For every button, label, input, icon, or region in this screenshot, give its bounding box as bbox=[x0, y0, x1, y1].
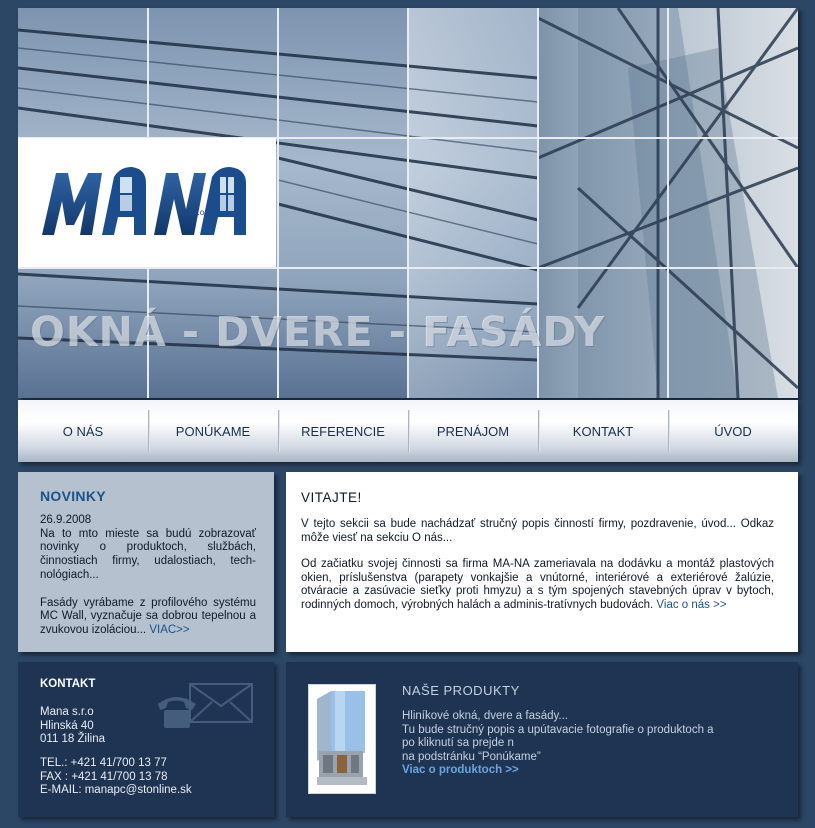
products-line-4: na podstránku “Ponúkame” bbox=[402, 750, 541, 763]
news-item-2 bbox=[40, 597, 256, 638]
news-body bbox=[40, 514, 256, 638]
about-us-link[interactable]: Viac o nás >> bbox=[656, 598, 727, 611]
header-slogan: OKNÁ - DVERE - FASÁDY bbox=[30, 308, 606, 356]
contact-tel: TEL.: +421 41/700 13 77 bbox=[40, 757, 167, 769]
products-body bbox=[402, 710, 772, 778]
window-profile-image bbox=[309, 685, 375, 793]
logo-box[interactable] bbox=[18, 138, 276, 267]
contact-city: 011 18 Žilina bbox=[40, 733, 105, 745]
news-item-2-text: Fasády vyrábame z profilového systému MC Wall, vyznačuje sa dobrou tepelnou a zvukovou izoláciou... bbox=[40, 596, 256, 636]
welcome-paragraph-2 bbox=[301, 558, 774, 612]
products-line-1: Hliníkové okná, dvere a fasády... bbox=[402, 710, 568, 722]
welcome-paragraph-2-text: Od začiatku svojej činnosti sa firma MA-NA zameriavala na dodávku a montáž plastových okien, príslušenstva (parapety vonkajšie a vnútorné, interiérové a exteriérové žalúzie, otváracie a zasúvacie sieťky proti hmyzu) a s tým spojených stavebných úprav v bytoch, rodinných domoch, výrobných halách a adminis-tratívnych budovách. bbox=[301, 558, 774, 611]
contact-fax: FAX : +421 41/700 13 78 bbox=[40, 770, 168, 783]
logo-subtext: s.r.o. bbox=[188, 208, 208, 217]
contact-email[interactable]: E-MAIL: manapc@stonline.sk bbox=[40, 784, 192, 796]
products-more-link[interactable]: Viac o produktoch >> bbox=[402, 764, 519, 776]
nav-item-uvod[interactable]: ÚVOD bbox=[668, 400, 798, 462]
news-item-1: Na to mto mieste sa budú zobrazovať novinky o produktoch, službách, činnostiach firmy, udalostiach, tech-nológiach... bbox=[40, 527, 256, 581]
news-title: NOVINKY bbox=[40, 488, 106, 504]
phone-envelope-icon bbox=[156, 682, 256, 732]
contact-address bbox=[40, 706, 105, 747]
product-thumbnail[interactable] bbox=[308, 684, 376, 794]
contact-title: KONTAKT bbox=[40, 678, 96, 690]
news-date: 26.9.2008 bbox=[40, 514, 92, 526]
products-line-3: po kliknutí sa prejde n bbox=[402, 737, 514, 749]
nav-item-o-nas[interactable]: O NÁS bbox=[62, 423, 104, 439]
welcome-title: VITAJTE! bbox=[301, 490, 362, 505]
contact-phones bbox=[40, 757, 192, 798]
news-more-link[interactable]: VIAC>> bbox=[149, 623, 190, 636]
contact-panel bbox=[18, 662, 274, 817]
main-navigation bbox=[18, 400, 798, 462]
mana-logo bbox=[36, 163, 258, 245]
products-title: NAŠE PRODUKTY bbox=[402, 683, 520, 698]
products-panel bbox=[286, 662, 798, 817]
nav-item-prenajom[interactable]: PRENÁJOM bbox=[408, 400, 538, 462]
header-banner bbox=[18, 8, 798, 398]
nav-item-referencie[interactable]: REFERENCIE bbox=[278, 400, 408, 462]
contact-street: Hlinská 40 bbox=[40, 719, 94, 732]
products-line-2: Tu bude stručný popis a upútavacie fotografie o produktoch a bbox=[402, 723, 714, 736]
welcome-panel bbox=[286, 472, 798, 652]
contact-company: Mana s.r.o bbox=[40, 706, 94, 718]
news-panel bbox=[18, 472, 274, 652]
welcome-body bbox=[301, 518, 774, 612]
nav-item-ponukame[interactable]: PONÚKAME bbox=[148, 400, 278, 462]
welcome-paragraph-1: V tejto sekcii sa bude nachádzať stručný popis činností firmy, pozdravenie, úvod... Odkaz môže viesť na sekciu O nás... bbox=[301, 518, 774, 544]
nav-item-kontakt[interactable]: KONTAKT bbox=[538, 400, 668, 462]
